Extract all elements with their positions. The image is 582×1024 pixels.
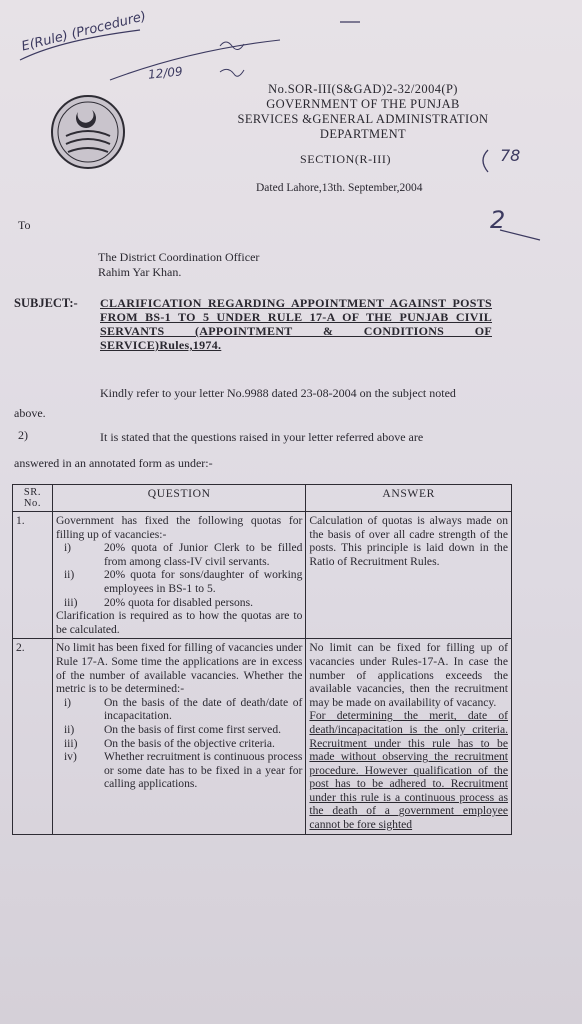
item-text: 20% quota for disabled persons. xyxy=(103,595,254,609)
answer-part-2: For determining the merit, date of death/incapacitation is the only criteria. Recruitment under this rule has to be made without observing the recruitment procedure. However qualification of the post has to be adhered to. Recruitment under this rule is a continuous process as the death of a government employee cannot be fore sighted xyxy=(309,709,508,832)
header-sr: SR. No. xyxy=(13,485,53,512)
question-intro: No limit has been fixed for filling of vacancies under Rule 17-A. Some time the applications are in excess of the number of available vacancies. Whether the metric is to be determined:- xyxy=(55,641,303,696)
date-line: Dated Lahore,13th. September,2004 xyxy=(256,182,423,194)
question-intro: Government has fixed the following quotas for filling up of vacancies:- xyxy=(55,514,303,541)
item-text: 20% quota for sons/daughter of working employees in BS-1 to 5. xyxy=(103,568,303,595)
item-number: iii) xyxy=(63,736,78,750)
question-item xyxy=(56,737,302,751)
row-sr: 1. xyxy=(13,512,53,639)
question-item xyxy=(56,723,302,737)
item-number: iii) xyxy=(63,595,78,609)
row-answer: Calculation of quotas is always made on the basis of over all cadre strength of the posts. This principle is laid down in the Ratio of Recruitment Rules. xyxy=(306,512,512,639)
item-number: ii) xyxy=(63,568,75,582)
item-number: i) xyxy=(63,695,72,709)
table-row xyxy=(13,512,512,639)
to-label: To xyxy=(18,218,31,232)
header-question: QUESTION xyxy=(52,485,305,512)
question-item xyxy=(56,696,302,723)
question-outro: Clarification is required as to how the quotas are to be calculated. xyxy=(55,609,303,636)
item-text: On the basis of first come first served. xyxy=(103,722,282,736)
table-row xyxy=(13,639,512,834)
department-line-2: DEPARTMENT xyxy=(319,127,407,141)
item-number: i) xyxy=(63,541,72,555)
subject-text: CLARIFICATION REGARDING APPOINTMENT AGAINST POSTS FROM BS-1 TO 5 UNDER RULE 17-A OF THE PUNJAB CIVIL SERVANTS (APPOINTMENT & CONDITIONS OF SERVICE)Rules,1974. xyxy=(100,296,492,352)
department-line: SERVICES &GENERAL ADMINISTRATION xyxy=(237,112,489,126)
paragraph-1: Kindly refer to your letter No.9988 dated 23-08-2004 on the subject noted xyxy=(100,386,456,400)
row-answer xyxy=(306,639,512,834)
handwritten-margin-number: 78 xyxy=(500,146,521,165)
handwritten-initials: 12/09 xyxy=(147,64,184,82)
item-number: ii) xyxy=(63,722,75,736)
question-item xyxy=(56,568,302,595)
row-question xyxy=(52,639,305,834)
question-item xyxy=(56,750,302,791)
paragraph-2-cont: answered in an annotated form as under:- xyxy=(14,456,213,470)
item-text: 20% quota of Junior Clerk to be filled from among class-IV civil servants. xyxy=(103,541,303,568)
table-header-row xyxy=(13,485,512,512)
paragraph-2-number: 2) xyxy=(18,428,28,442)
addressee xyxy=(98,250,259,280)
govt-name: GOVERNMENT OF THE PUNJAB xyxy=(266,97,460,111)
item-number: iv) xyxy=(63,750,77,764)
header-answer: ANSWER xyxy=(306,485,512,512)
row-sr: 2. xyxy=(13,639,53,834)
punjab-seal-icon xyxy=(44,88,132,176)
handwritten-note: E(Rule) (Procedure) xyxy=(20,9,148,55)
section-label: SECTION(R-III) xyxy=(300,152,392,166)
paragraph-2: It is stated that the questions raised in your letter referred above are xyxy=(100,430,424,444)
row-question xyxy=(52,512,305,639)
paragraph-1-cont: above. xyxy=(14,406,46,420)
qa-table xyxy=(12,484,512,835)
handwritten-mark: 2 xyxy=(490,206,506,234)
subject-label: SUBJECT:- xyxy=(14,296,78,310)
addressee-city: Rahim Yar Khan. xyxy=(98,265,182,279)
item-text: Whether recruitment is continuous process or some date has to be fixed in a year for calling applications. xyxy=(103,750,303,791)
addressee-line: The District Coordination Officer xyxy=(98,250,260,264)
item-text: On the basis of the date of death/date of incapacitation. xyxy=(103,695,303,723)
answer-part-1: No limit can be fixed for filling up of vacancies under Rules-17-A. In case the number of applications exceeds the available vacancies, then the recruitment may be made on availability of vacancy. xyxy=(309,641,508,709)
question-item xyxy=(56,596,302,610)
item-text: On the basis of the objective criteria. xyxy=(103,736,275,750)
reference-number: No.SOR-III(S&GAD)2-32/2004(P) xyxy=(268,82,458,96)
letterhead xyxy=(228,82,498,142)
question-item xyxy=(56,541,302,568)
